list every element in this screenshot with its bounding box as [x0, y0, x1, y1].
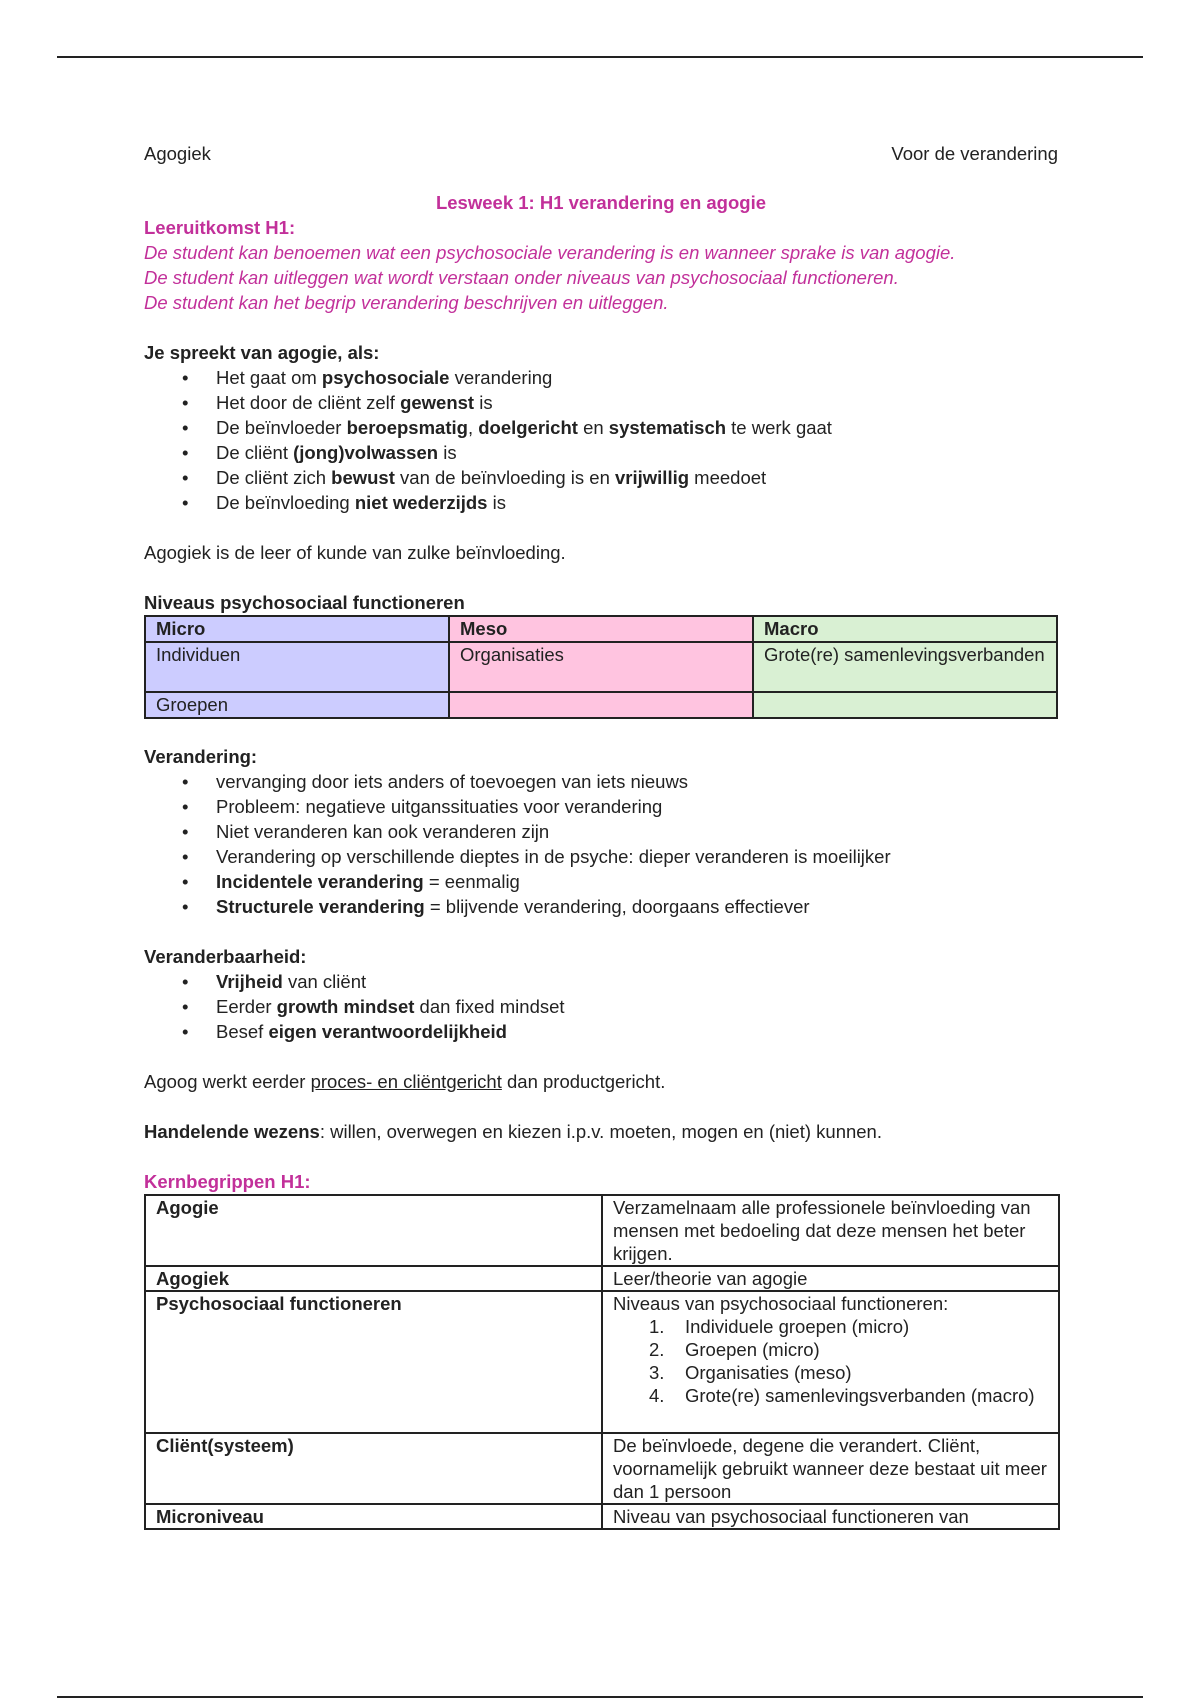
lesson-title: Lesweek 1: H1 verandering en agogie	[435, 192, 767, 213]
list-item: • De cliënt (jong)volwassen is	[144, 440, 1058, 465]
kernbegrippen-heading: Kernbegrippen H1:	[144, 1171, 311, 1192]
list-item: 2. Groepen (micro)	[649, 1339, 820, 1360]
list-item: • Probleem: negatieve uitganssituaties voor verandering	[144, 794, 1058, 819]
kernbegrippen-section	[144, 1169, 1058, 1530]
table-row	[145, 692, 1057, 718]
agogie-list	[144, 365, 1058, 515]
term-cell: Cliënt(systeem)	[145, 1433, 602, 1504]
list-item: • De beïnvloeder beroepsmatig, doelgericht en systematisch te werk gaat	[144, 415, 1058, 440]
term-cell: Microniveau	[145, 1504, 602, 1529]
header-micro: Micro	[145, 616, 449, 642]
table-row	[145, 642, 1057, 692]
page-header	[144, 141, 1058, 166]
table-cell	[449, 692, 753, 718]
list-item: 3. Organisaties (meso)	[649, 1362, 852, 1383]
list-item: 1. Individuele groepen (micro)	[649, 1316, 910, 1337]
list-item: • Vrijheid van cliënt	[144, 969, 1058, 994]
term-cell: Agogiek	[145, 1266, 602, 1291]
veranderbaarheid-list	[144, 969, 1058, 1044]
list-item: • Niet veranderen kan ook veranderen zijn	[144, 819, 1058, 844]
learning-outcome	[144, 215, 1058, 315]
definition-cell: De beïnvloede, degene die verandert. Cliënt, voornamelijk gebruikt wanneer deze bestaat uit meer dan 1 persoon	[602, 1433, 1059, 1504]
definition-cell: Leer/theorie van agogie	[602, 1266, 1059, 1291]
list-item: • Incidentele verandering = eenmalig	[144, 869, 1058, 894]
list-item: • De cliënt zich bewust van de beïnvloeding is en vrijwillig meedoet	[144, 465, 1058, 490]
term-cell: Agogie	[145, 1195, 602, 1266]
handelende-line: Handelende wezens: willen, overwegen en kiezen i.p.v. moeten, mogen en (niet) kunnen.	[144, 1121, 882, 1142]
learning-outcome-line: De student kan uitleggen wat wordt verstaan onder niveaus van psychosociaal functioneren.	[144, 267, 899, 288]
verandering-section	[144, 744, 1058, 919]
definition-cell	[602, 1291, 1059, 1433]
veranderbaarheid-heading: Veranderbaarheid:	[144, 946, 307, 967]
table-cell: Individuen	[145, 642, 449, 692]
kernbegrippen-table	[144, 1194, 1060, 1530]
table-cell: Grote(re) samenlevingsverbanden	[753, 642, 1057, 692]
list-item: • Structurele verandering = blijvende verandering, doorgaans effectiever	[144, 894, 1058, 919]
list-item: • De beïnvloeding niet wederzijds is	[144, 490, 1058, 515]
definition-intro: Niveaus van psychosociaal functioneren:	[613, 1293, 949, 1314]
veranderbaarheid-section	[144, 944, 1058, 1044]
levels-list	[613, 1315, 1048, 1407]
bottom-rule	[57, 1696, 1143, 1698]
table-row	[145, 1291, 1059, 1433]
header-right: Voor de verandering	[891, 143, 1058, 164]
table-row	[145, 1266, 1059, 1291]
table-row	[145, 1504, 1059, 1529]
definition-cell: Verzamelnaam alle professionele beïnvloeding van mensen met bedoeling dat deze mensen het beter krijgen.	[602, 1195, 1059, 1266]
list-item: • Het door de cliënt zelf gewenst is	[144, 390, 1058, 415]
table-row	[145, 1433, 1059, 1504]
learning-outcome-heading: Leeruitkomst H1:	[144, 217, 296, 238]
agogie-section	[144, 340, 1058, 515]
agoog-line: Agoog werkt eerder proces- en cliëntgericht dan productgericht.	[144, 1071, 666, 1092]
table-row	[145, 1195, 1059, 1266]
document-page	[144, 141, 1058, 1530]
levels-table	[144, 615, 1058, 719]
list-item: • vervanging door iets anders of toevoegen van iets nieuws	[144, 769, 1058, 794]
top-rule	[57, 56, 1143, 58]
agogie-heading: Je spreekt van agogie, als:	[144, 342, 380, 363]
header-meso: Meso	[449, 616, 753, 642]
table-header-row	[145, 616, 1057, 642]
learning-outcome-line: De student kan het begrip verandering beschrijven en uitleggen.	[144, 292, 669, 313]
table-cell: Organisaties	[449, 642, 753, 692]
term-cell: Psychosociaal functioneren	[145, 1291, 602, 1433]
list-item: • Verandering op verschillende dieptes in de psyche: dieper veranderen is moeilijker	[144, 844, 1058, 869]
table-cell	[753, 692, 1057, 718]
learning-outcome-line: De student kan benoemen wat een psychosociale verandering is en wanneer sprake is van agogie.	[144, 242, 956, 263]
agogiek-definition: Agogiek is de leer of kunde van zulke beïnvloeding.	[144, 542, 566, 563]
header-left: Agogiek	[144, 143, 211, 164]
list-item: • Besef eigen verantwoordelijkheid	[144, 1019, 1058, 1044]
verandering-heading: Verandering:	[144, 746, 258, 767]
levels-section	[144, 590, 1058, 719]
header-macro: Macro	[753, 616, 1057, 642]
definition-cell: Niveau van psychosociaal functioneren van	[602, 1504, 1059, 1529]
table-cell: Groepen	[145, 692, 449, 718]
levels-heading: Niveaus psychosociaal functioneren	[144, 592, 465, 613]
list-item: 4. Grote(re) samenlevingsverbanden (macro)	[649, 1385, 1035, 1406]
list-item: • Het gaat om psychosociale verandering	[144, 365, 1058, 390]
list-item: • Eerder growth mindset dan fixed mindset	[144, 994, 1058, 1019]
verandering-list	[144, 769, 1058, 919]
